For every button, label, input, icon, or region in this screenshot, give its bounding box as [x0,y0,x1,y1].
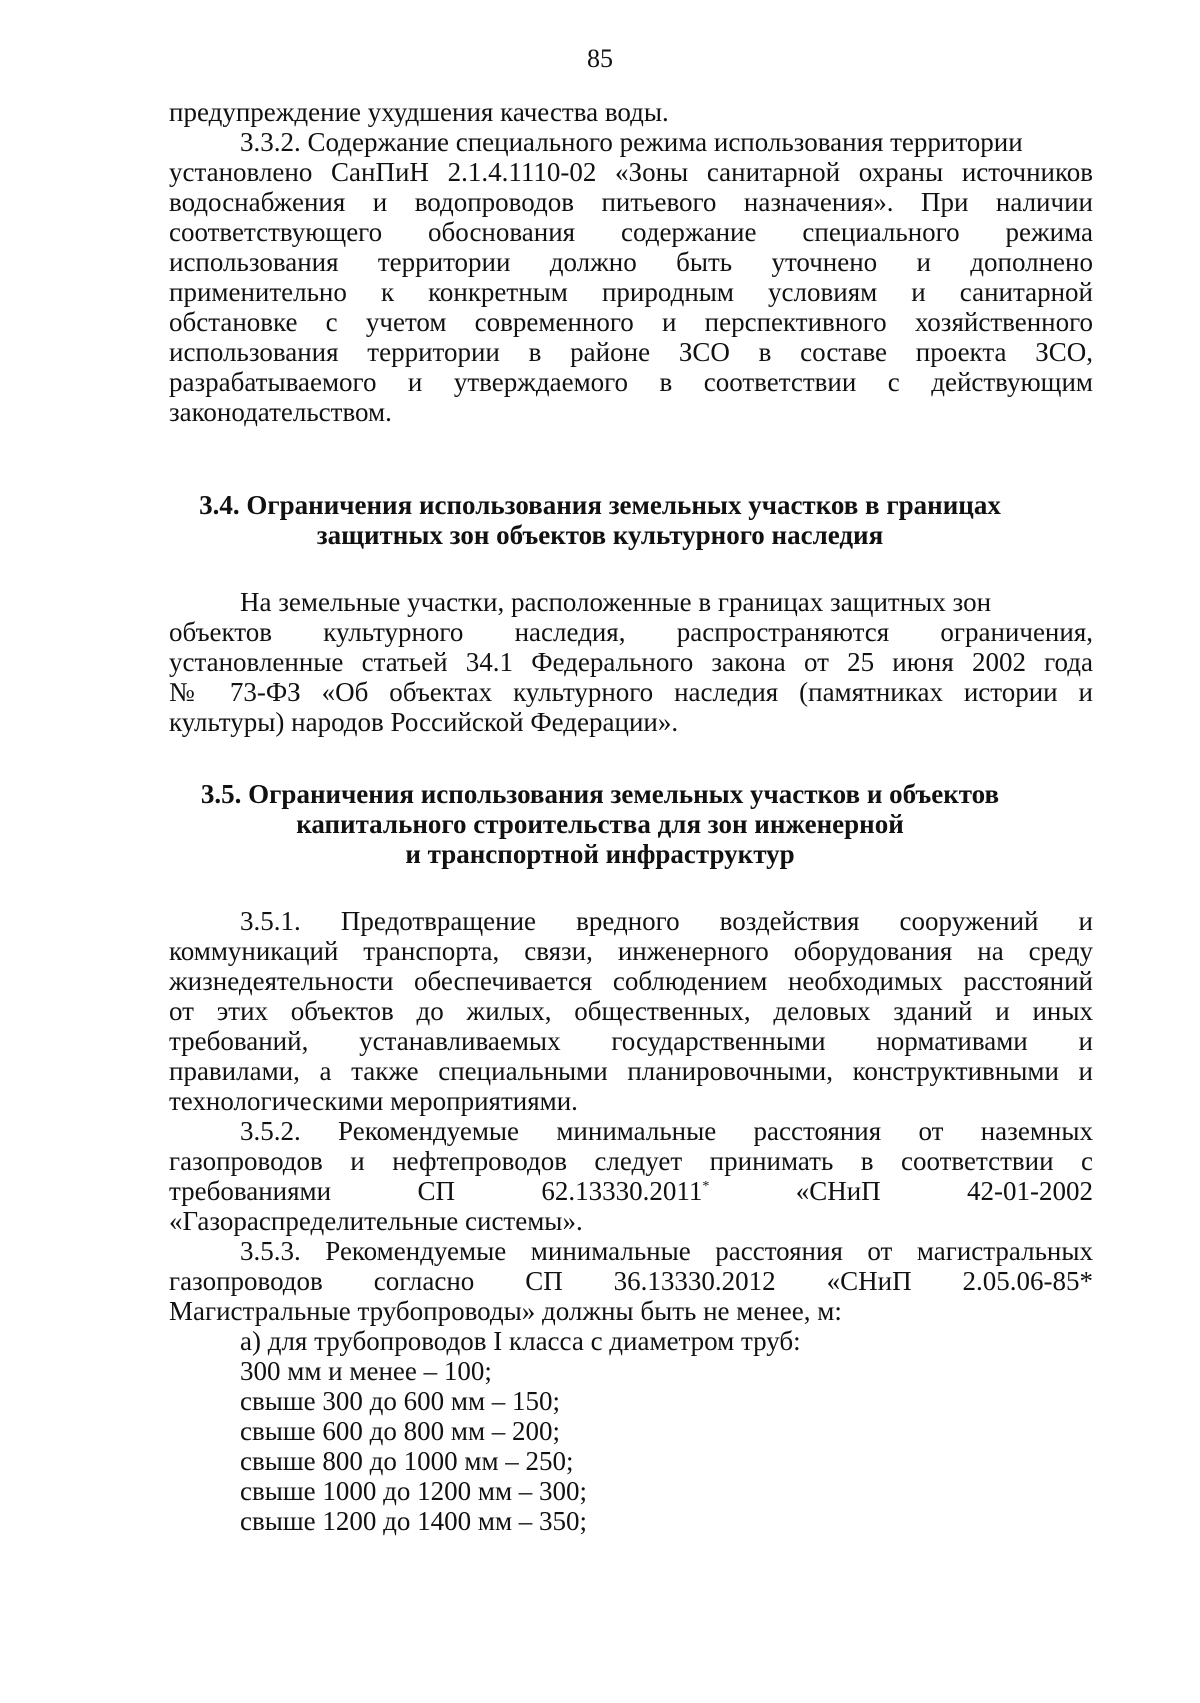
text-line: газопроводов согласно СП 36.13330.2012 «СНиП 2.05.06-85* [169,1266,1093,1296]
list-item: свыше 600 до 800 мм – 200; [240,1416,561,1446]
heading-line: 3.5. Ограничения использования земельных участков и объектов [200,779,1000,809]
reference-line [169,1176,1093,1206]
list-item: свыше 800 до 1000 мм – 250; [240,1446,574,1476]
list-item: свыше 1200 до 1400 мм – 350; [240,1506,588,1536]
text-line: На земельные участки, расположенные в границах защитных зон [240,587,992,617]
paragraph-3-3-2 [169,97,1093,427]
text-line: жизнедеятельности обеспечивается соблюдением необходимых расстояний [169,966,1093,996]
section-heading-3-5 [0,779,1200,869]
section-heading-3-4 [0,490,1200,550]
page-number: 85 [587,44,613,73]
paragraph-3-5-2 [169,1116,1093,1236]
text-line: использования территории в районе ЗСО в составе проекта ЗСО, [169,337,1093,367]
text-line: 3.5.2. Рекомендуемые минимальные расстояния от наземных [240,1116,1093,1146]
list-item: свыше 1000 до 1200 мм – 300; [240,1476,588,1506]
text-line: обстановке с учетом современного и перспективного хозяйственного [169,307,1093,337]
list-item: свыше 300 до 600 мм – 150; [240,1386,561,1416]
ref-snip-code: 42-01-2002 [967,1176,1093,1206]
text-line: 3.5.3. Рекомендуемые минимальные расстояния от магистральных [240,1236,1093,1266]
text-line: 3.3.2. Содержание специального режима использования территории [240,127,1023,157]
paragraph-3-5-1 [169,906,1093,1116]
text-line: установлено СанПиН 2.1.4.1110-02 «Зоны санитарной охраны источников [169,157,1093,187]
text-line: законодательством. [169,397,392,427]
text-line: 3.5.1. Предотвращение вредного воздействия сооружений и [240,906,1093,936]
footnote-mark: * [702,1179,710,1194]
text-line: предупреждение ухудшения качества воды. [169,97,669,127]
distance-list [169,1326,1093,1536]
ref-code [541,1176,709,1206]
ref-word: требованиями [169,1176,332,1206]
text-line: объектов культурного наследия, распространяются ограничения, [169,617,1093,647]
heading-line: защитных зон объектов культурного наследия [316,520,884,550]
text-line: требований, устанавливаемых государственными нормативами и [169,1026,1093,1056]
paragraph-3-4 [169,587,1093,737]
text-line: применительно к конкретным природным условиям и санитарной [169,277,1093,307]
heading-line: 3.4. Ограничения использования земельных участков в границах [199,490,1001,520]
heading-line: и транспортной инфраструктур [405,839,795,869]
list-item: а) для трубопроводов I класса с диаметром труб: [240,1326,801,1356]
text-line: использования территории должно быть уточнено и дополнено [169,247,1093,277]
text-line: № 73-ФЗ «Об объектах культурного наследия (памятниках истории и [169,677,1093,707]
ref-code-number: 62.13330.2011 [541,1176,703,1206]
text-line: разрабатываемого и утверждаемого в соответствии с действующим [169,367,1093,397]
text-line: технологическими мероприятиями. [169,1086,578,1116]
text-line: соответствующего обоснования содержание специального режима [169,217,1093,247]
text-line: коммуникаций транспорта, связи, инженерного оборудования на среду [169,936,1093,966]
text-line: водоснабжения и водопроводов питьевого назначения». При наличии [169,187,1093,217]
text-line: Магистральные трубопроводы» должны быть не менее, м: [169,1296,842,1326]
text-line: от этих объектов до жилых, общественных, деловых зданий и иных [169,996,1093,1026]
text-line: газопроводов и нефтепроводов следует принимать в соответствии с [169,1146,1093,1176]
text-line: «Газораспределительные системы». [169,1206,583,1236]
ref-code-prefix: СП [417,1176,455,1206]
ref-snip: «СНиП [795,1176,881,1206]
paragraph-3-5-3 [169,1236,1093,1326]
text-line: культуры) народов Российской Федерации». [169,707,679,737]
text-line: установленные статьей 34.1 Федерального закона от 25 июня 2002 года [169,647,1093,677]
list-item: 300 мм и менее – 100; [240,1356,492,1386]
text-line: правилами, а также специальными планировочными, конструктивными и [169,1056,1093,1086]
heading-line: капитального строительства для зон инженерной [296,809,904,839]
